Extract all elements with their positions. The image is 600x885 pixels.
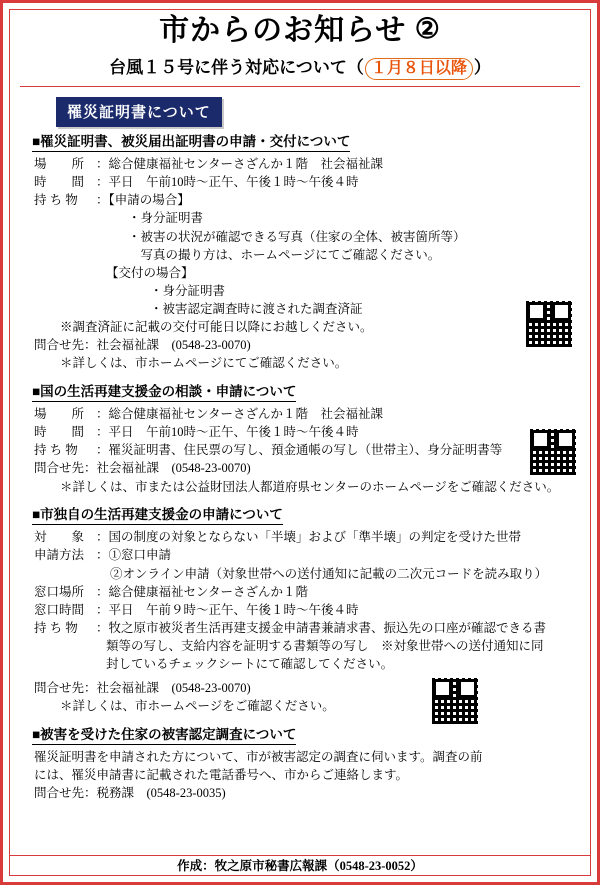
block-shidokuji-shienkin [20, 506, 580, 716]
line-label: 申請方法 [34, 548, 85, 563]
subtitle [20, 53, 580, 80]
divider-top [20, 86, 580, 87]
block-title: ■国の生活再建支援金の相談・申請について [32, 383, 296, 403]
block-line: ②オンライン申請（対象世帯への送付通知に記載の二次元コードを読み取り） [110, 566, 548, 581]
block-title: ■市独自の生活再建支援金の申請について [32, 506, 283, 526]
block-title: ■被害を受けた住家の被害認定調査について [32, 726, 296, 746]
block-higai-nintei-chousa [20, 726, 580, 803]
line-text: ：①窓口申請 [96, 548, 172, 563]
block-line: 封しているチェックシートにて確認してください。 [106, 657, 394, 672]
line-text: ：平日 午前10時～正午、午後１時～午後４時 [96, 175, 359, 190]
subtitle-highlight: １月８日以降 [365, 58, 473, 80]
line-text: ：牧之原市被災者生活再建支援金申請書兼請求書、振込先の口座が確認できる書 [96, 620, 547, 635]
qr-code-icon[interactable] [524, 299, 574, 349]
block-subline: ・被害認定調査時に渡された調査済証 [150, 302, 363, 317]
block-contact: 問合せ先：社会福祉課 (0548-23-0070) [34, 461, 251, 476]
line-label: 場 所 [34, 407, 85, 422]
block-subline: 【交付の場合】 [106, 265, 194, 280]
qr-code-icon[interactable] [528, 427, 578, 477]
line-label: 窓口時間 [34, 602, 85, 617]
line-text: ：総合健康福祉センターさざんか１階 [96, 584, 309, 599]
line-text: ：【申請の場合】 [96, 193, 190, 208]
line-text: ：罹災証明書、住民票の写し、預金通帳の写し（世帯主）、身分証明書等 [96, 443, 503, 458]
block-detail: ＊詳しくは、市ホームページをご確認ください。 [60, 699, 335, 714]
page-title [20, 14, 580, 49]
block-line [34, 405, 580, 423]
page-title-text: 市からのお知らせ [159, 14, 407, 47]
line-text: ：平日 午前９時～正午、午後１時～午後４時 [96, 602, 359, 617]
block-detail: ＊詳しくは、市ホームページにてご確認ください。 [60, 356, 348, 371]
block-detail: ＊詳しくは、市または公益財団法人都道府県センターのホームページをご確認ください。 [60, 479, 560, 494]
block-body-line: 罹災証明書を申請された方について、市が被害認定の調査に伺います。調査の前 [34, 750, 483, 765]
block-subline: ・身分証明書 [150, 283, 226, 298]
line-text: ：平日 午前10時～正午、午後１時～午後４時 [96, 425, 359, 440]
block-subline: ・被害の状況が確認できる写真（住家の全体、被害箇所等） [128, 229, 466, 244]
block-line [34, 173, 580, 191]
line-label: 場 所 [34, 157, 85, 172]
section-header-label: 罹災証明書について [56, 97, 222, 127]
block-line [34, 191, 580, 209]
block-subline: 写真の撮り方は、ホームページにてご確認ください。 [128, 247, 441, 262]
footer-text: 作成：牧之原市秘書広報課（0548-23-0052） [177, 859, 423, 873]
line-label: 対 象 [34, 530, 85, 545]
subtitle-suffix: ） [473, 57, 491, 77]
block-line [34, 583, 580, 601]
block-saigai-shoumei [20, 133, 580, 373]
block-line: 類等の写し、支給内容を証明する書類等の写し ※対象世帯への送付通知に同 [106, 639, 544, 654]
block-body-line: には、罹災申請書に記載された電話番号へ、市からご連絡します。 [34, 768, 409, 783]
block-contact: 問合せ先：税務課 (0548-23-0035) [34, 786, 226, 801]
line-label: 時 間 [34, 175, 85, 190]
block-line [34, 441, 580, 459]
block-note: ※調査済証に記載の交付可能日以降にお越しください。 [60, 320, 373, 335]
block-title: ■罹災証明書、被災届出証明書の申請・交付について [32, 133, 350, 153]
block-subline: ・身分証明書 [128, 211, 204, 226]
block-line [34, 546, 580, 564]
block-line [34, 155, 580, 173]
line-label: 窓口場所 [34, 584, 85, 599]
line-label: 持 ち 物 [34, 620, 78, 635]
block-contact: 問合せ先：社会福祉課 (0548-23-0070) [34, 681, 251, 696]
block-line [34, 601, 580, 619]
line-label: 持 ち 物 [34, 193, 78, 208]
line-text: ：総合健康福祉センターさざんか１階 社会福祉課 [96, 407, 384, 422]
line-text: ：国の制度の対象とならない「半壊」および「準半壊」の判定を受けた世帯 [96, 530, 522, 545]
block-kuni-shienkin [20, 383, 580, 496]
block-contact: 問合せ先：社会福祉課 (0548-23-0070) [34, 338, 251, 353]
line-text: ：総合健康福祉センターさざんか１階 社会福祉課 [96, 157, 384, 172]
qr-code-icon[interactable] [430, 676, 480, 726]
block-line [34, 528, 580, 546]
notice-inner-frame [9, 9, 591, 876]
page-title-number: ② [414, 14, 441, 45]
line-label: 持 ち 物 [34, 443, 78, 458]
line-label: 時 間 [34, 425, 85, 440]
subtitle-prefix: 台風１５号に伴う対応について（ [109, 57, 364, 77]
block-line [34, 423, 580, 441]
block-line [34, 619, 580, 637]
